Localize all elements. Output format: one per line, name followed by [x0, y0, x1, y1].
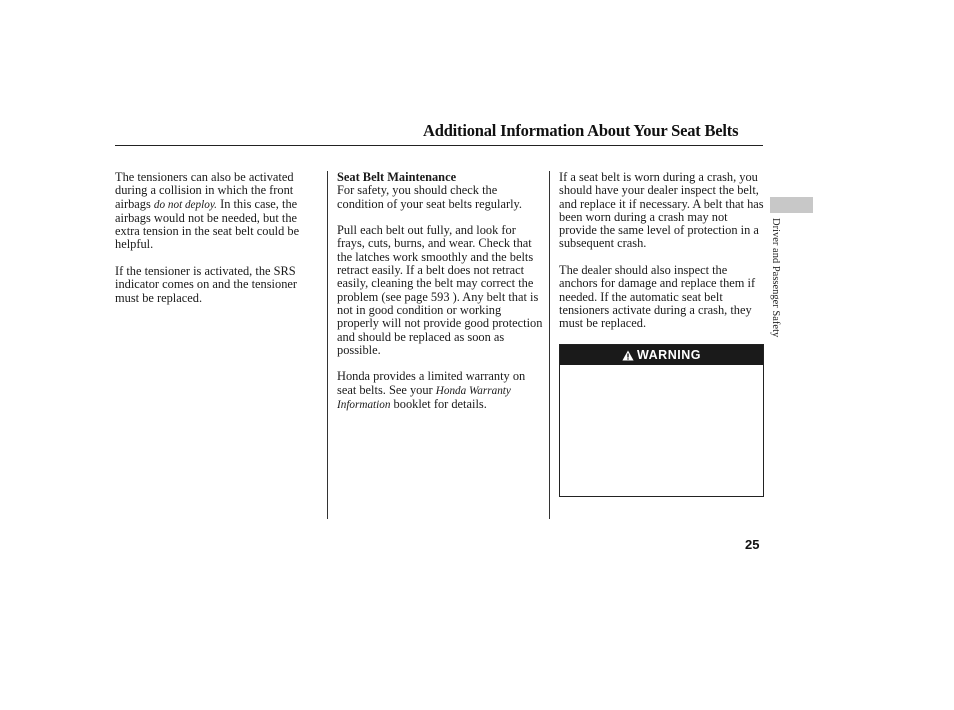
- srs-indicator-paragraph: If the tensioner is activated, the SRS indicator comes on and the tensioner must be replaced.: [115, 264, 298, 305]
- column-divider: [549, 171, 550, 519]
- text-run: The tensioners can also be activated during a collision in which the front airbags: [115, 170, 294, 211]
- page-title: Additional Information About Your Seat Belts: [423, 121, 739, 140]
- inspection-paragraph: Pull each belt out fully, and look for frays, cuts, burns, and wear. Check that the latches work smoothly and the belts retract easily. If a belt does not retract easily, cleaning the belt may correct the problem (see page 593 ). Any belt that is not in good condition or working properly will not provide good protection and should be replaced as soon as possible.: [337, 223, 543, 357]
- crash-paragraph: If a seat belt is worn during a crash, you should have your dealer inspect the belt, and replace it if necessary. A belt that has been worn during a crash may not provide the same level of protection in a subsequent crash.: [559, 170, 764, 251]
- column-left: [115, 171, 321, 318]
- tensioner-paragraph: [115, 171, 321, 252]
- column-right: [559, 171, 764, 344]
- emphasis-text: do not deploy.: [153, 198, 217, 211]
- warning-box: [559, 344, 764, 497]
- section-heading: Seat Belt Maintenance: [337, 170, 457, 184]
- section-label: Driver and Passenger Safety: [770, 218, 781, 338]
- column-middle: [337, 171, 545, 426]
- warning-triangle-icon: [622, 350, 634, 361]
- warning-header: [560, 345, 763, 365]
- emphasis-text: Honda Warranty Information: [337, 384, 511, 412]
- text-run: Honda provides a limited warranty on seat belts. See your: [337, 369, 526, 397]
- maintenance-paragraph: [337, 171, 545, 211]
- title-rule: [115, 145, 763, 146]
- section-tab: [770, 197, 813, 213]
- text-run: For safety, you should check the condition of your seat belts regularly.: [337, 183, 523, 211]
- page-number: 25: [745, 537, 760, 552]
- warning-label: WARNING: [637, 348, 701, 362]
- warranty-paragraph: [337, 370, 545, 412]
- dealer-paragraph: The dealer should also inspect the anchors for damage and replace them if needed. If the automatic seat belt tensioners activate during a crash, they must be replaced.: [559, 263, 756, 331]
- text-run: booklet for details.: [390, 397, 487, 412]
- text-run: In this case, the airbags would not be needed, but the extra tension in the seat belt could be helpful.: [115, 196, 300, 252]
- column-divider: [327, 171, 328, 519]
